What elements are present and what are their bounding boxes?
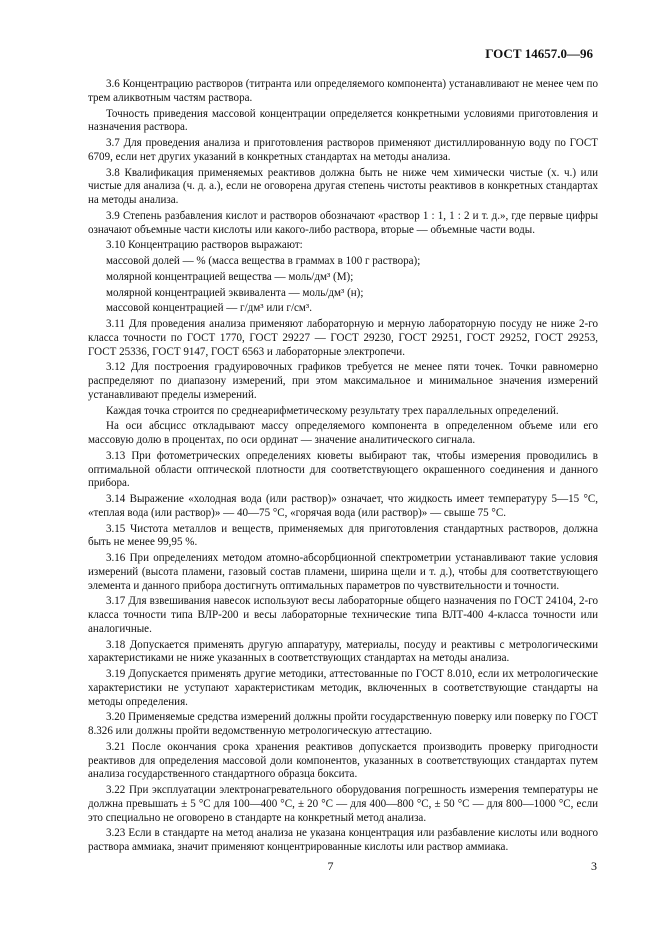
paragraph-3-8: 3.8 Квалификация применяемых реактивов должна быть не ниже чем химически чистые (х. ч.) или чистые для анализа (ч. д. а.), если не оговорена другая степень чистоты реактивов в конкретных стандартах на методы анализа. (88, 166, 598, 206)
paragraph-calibration-point: Каждая точка строится по среднеарифметическому результату трех параллельных определений. (106, 404, 559, 417)
list-item-mass-fraction: массовой долей — % (масса вещества в граммах в 100 г раствора); (106, 255, 421, 267)
paragraph-3-12: 3.12 Для построения градуировочных графиков требуется не менее пяти точек. Точки равномерно распределяют по диапазону измерений, при этом максимальное и минимальное значения измерений устанавливают пределы измерений. (88, 361, 598, 401)
list-item-molar-concentration: молярной концентрацией вещества — моль/дм³ (М); (106, 270, 354, 283)
paragraph-3-22: 3.22 При эксплуатации электронагревательного оборудования погрешность измерения температуры не должна превышать ± 5 °С для 100—400 °С, ± 20 °С — для 400—800 °С, ± 50 °С — для 800—1000 °С, если это специально не оговорено в стандарте на конкретный метод анализа. (88, 784, 598, 824)
document-id: ГОСТ 14657.0—96 (485, 46, 593, 61)
paragraph-3-19: 3.19 Допускается применять другие методики, аттестованные по ГОСТ 8.010, если их метрологические характеристики не уступают характеристикам методик, включенных в соответствующие стандарты на методы определения. (88, 668, 598, 708)
paragraph-3-17: 3.17 Для взвешивания навесок используют весы лабораторные общего назначения по ГОСТ 24104, 2-го класса точности типа ВЛР-200 и весы лабораторные технические типа ВЛТ-400 4-класса точности или аналогичные. (88, 595, 598, 635)
paragraph-3-20: 3.20 Применяемые средства измерений должны пройти государственную поверку или поверку по ГОСТ 8.326 или должны пройти ведомственную метрологическую аттестацию. (88, 711, 598, 737)
paragraph-3-13: 3.13 При фотометрических определениях кюветы выбирают так, чтобы измерения проводились в оптимальной области оптической плотности для соответствующего окрашенного соединения и данного прибора. (88, 449, 598, 490)
paragraph-3-11: 3.11 Для проведения анализа применяют лабораторную и мерную лабораторную посуду не ниже 2-го класса точности по ГОСТ 1770, ГОСТ 29227 — ГОСТ 29230, ГОСТ 29251, ГОСТ 29252, ГОСТ 29253, ГОСТ 25336, ГОСТ 9147, ГОСТ 6563 и лабораторные электропечи. (88, 318, 598, 358)
paragraph-3-14: 3.14 Выражение «холодная вода (или раствор)» означает, что жидкость имеет температуру 5—15 °С, «теплая вода (или раствор)» — 40—75 °С, «горячая вода (или раствор)» — свыше 75 °С. (88, 493, 598, 519)
page-number: 7 (327, 859, 334, 873)
paragraph-3-7: 3.7 Для проведения анализа и приготовления растворов применяют дистиллированную воду по ГОСТ 6709, если нет других указаний в конкретных стандартах на методы анализа. (88, 137, 598, 163)
paragraph-3-10: 3.10 Концентрацию растворов выражают: (106, 239, 303, 252)
list-item-equivalent-concentration: молярной концентрацией эквивалента — моль/дм³ (н); (106, 286, 364, 299)
sheet-number: 3 (591, 859, 597, 873)
paragraph-3-16: 3.16 При определениях методом атомно-абсорбционной спектрометрии устанавливают такие условия измерений (высота пламени, газовый состав пламени, ширина щели и т. д.), чтобы для соответствующего элемента и данного прибора достигнуть оптимальных параметров по чувствительности и точности. (88, 552, 598, 592)
paragraph-3-18: 3.18 Допускается применять другую аппаратуру, материалы, посуду и реактивы с метрологическими характеристиками не ниже указанных в соответствующих стандартах на методы анализа. (88, 638, 598, 665)
paragraph-3-23: 3.23 Если в стандарте на метод анализа не указана концентрация или разбавление кислоты или водного раствора аммиака, значит применяют концентрированные кислоты или раствор аммиака. (88, 827, 598, 853)
paragraph-3-21: 3.21 После окончания срока хранения реактивов допускается производить проверку пригодности реактивов для определения массовой доли компонентов, указанных в соответствующих стандартах путем анализа государственного стандартного образца боксита. (88, 740, 598, 781)
list-item-mass-concentration: массовой концентрацией — г/дм³ или г/см³. (106, 302, 313, 315)
paragraph-3-6: 3.6 Концентрацию растворов (титранта или определяемого компонента) устанавливают не менее чем по трем аликвотным частям раствора. (88, 78, 598, 104)
paragraph-axes: На оси абсцисс откладывают массу определяемого компонента в определенном объеме или его массовую долю в процентах, по оси ординат — значение аналитического сигнала. (88, 420, 598, 446)
paragraph-3-15: 3.15 Чистота металлов и веществ, применяемых для приготовления стандартных растворов, должна быть не менее 99,95 %. (88, 522, 598, 549)
document-body (88, 78, 598, 857)
paragraph-precision: Точность приведения массовой концентрации определяется конкретными условиями приготовления и назначения раствора. (88, 107, 598, 134)
paragraph-3-9: 3.9 Степень разбавления кислот и растворов обозначают «раствор 1 : 1, 1 : 2 и т. д.», где первые цифры означают объемные части кислоты или какого-либо раствора, вторые — объемные части воды. (88, 209, 598, 236)
